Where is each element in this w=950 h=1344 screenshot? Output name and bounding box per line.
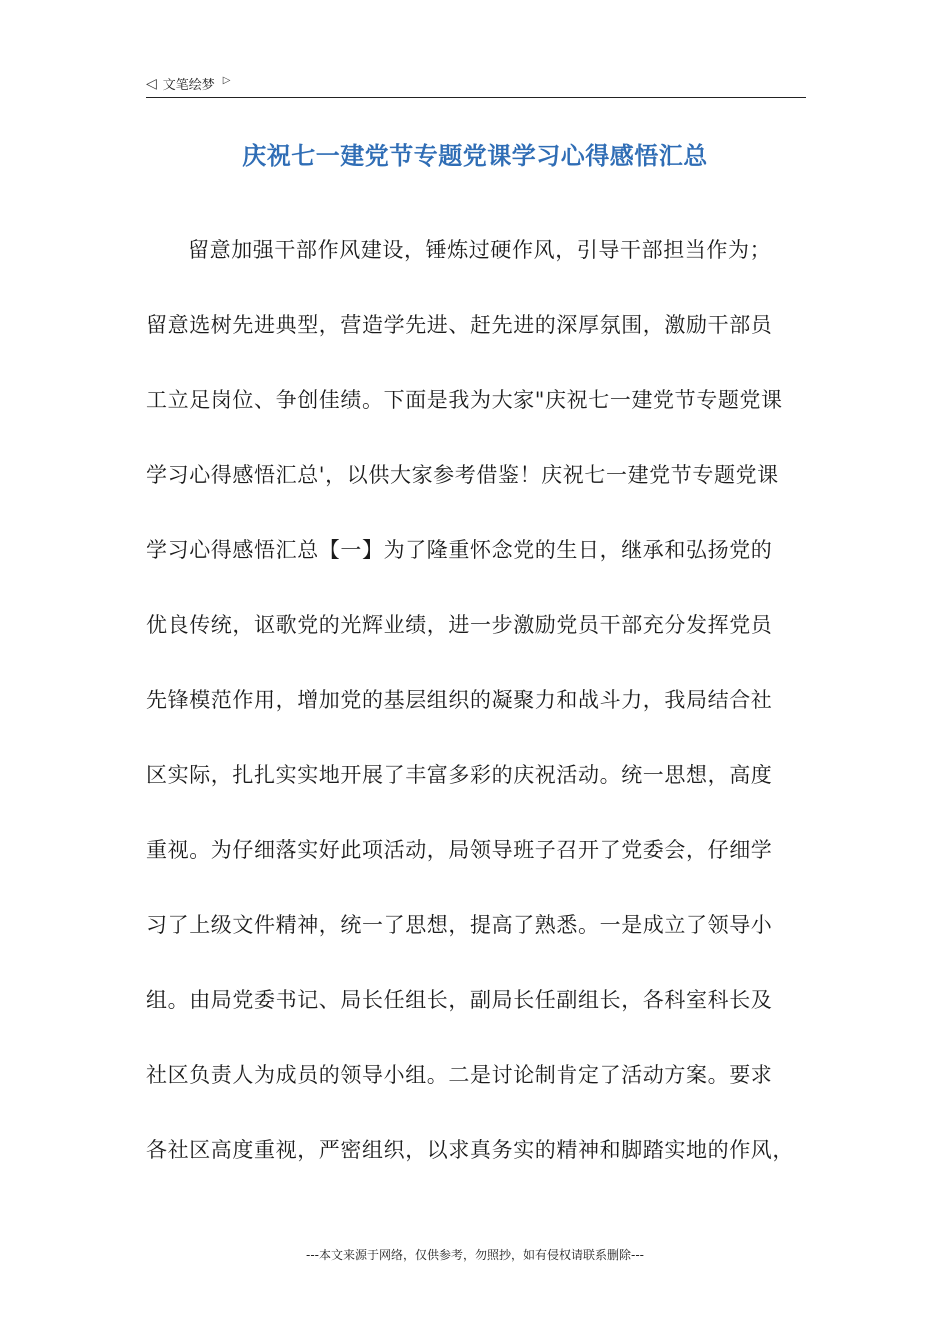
body-line: 优良传统，讴歌党的光辉业绩，进一步激励党员干部充分发挥党员: [146, 613, 773, 637]
body-line: 组。由局党委书记、局长任组长，副局长任副组长，各科室科长及: [146, 988, 773, 1012]
body-line: 先锋模范作用，增加党的基层组织的凝聚力和战斗力，我局结合社: [146, 688, 773, 712]
body-line: 学习心得感悟汇总'，以供大家参考借鉴！庆祝七一建党节专题党课: [146, 463, 779, 487]
page-header: [146, 70, 806, 98]
body-line: 工立足岗位、争创佳绩。下面是我为大家"庆祝七一建党节专题党课: [146, 388, 783, 412]
brand: [146, 74, 231, 93]
triangle-right-icon: ▷: [222, 74, 231, 86]
brand-name: 文笔绘梦: [162, 78, 215, 93]
document-body: [146, 228, 810, 1203]
header-divider: [146, 97, 806, 98]
body-line: 区实际，扎扎实实地开展了丰富多彩的庆祝活动。统一思想，高度: [146, 763, 773, 787]
body-line: 留意加强干部作风建设，锤炼过硬作风，引导干部担当作为；: [188, 238, 772, 262]
body-line: 社区负责人为成员的领导小组。二是讨论制肯定了活动方案。要求: [146, 1063, 773, 1087]
body-line: 学习心得感悟汇总【一】为了隆重怀念党的生日，继承和弘扬党的: [146, 538, 773, 562]
document-title: 庆祝七一建党节专题党课学习心得感悟汇总: [242, 141, 708, 170]
footer-disclaimer: ---本文来源于网络，仅供参考，勿照抄，如有侵权请联系删除---: [306, 1248, 644, 1262]
triangle-left-icon: ◁: [146, 75, 157, 92]
body-line: 习了上级文件精神，统一了思想，提高了熟悉。一是成立了领导小: [146, 913, 773, 937]
body-line: 重视。为仔细落实好此项活动，局领导班子召开了党委会，仔细学: [146, 838, 773, 862]
body-line: 留意选树先进典型，营造学先进、赶先进的深厚氛围，激励干部员: [146, 313, 773, 337]
body-line: 各社区高度重视，严密组织，以求真务实的精神和脚踏实地的作风，: [146, 1138, 794, 1162]
